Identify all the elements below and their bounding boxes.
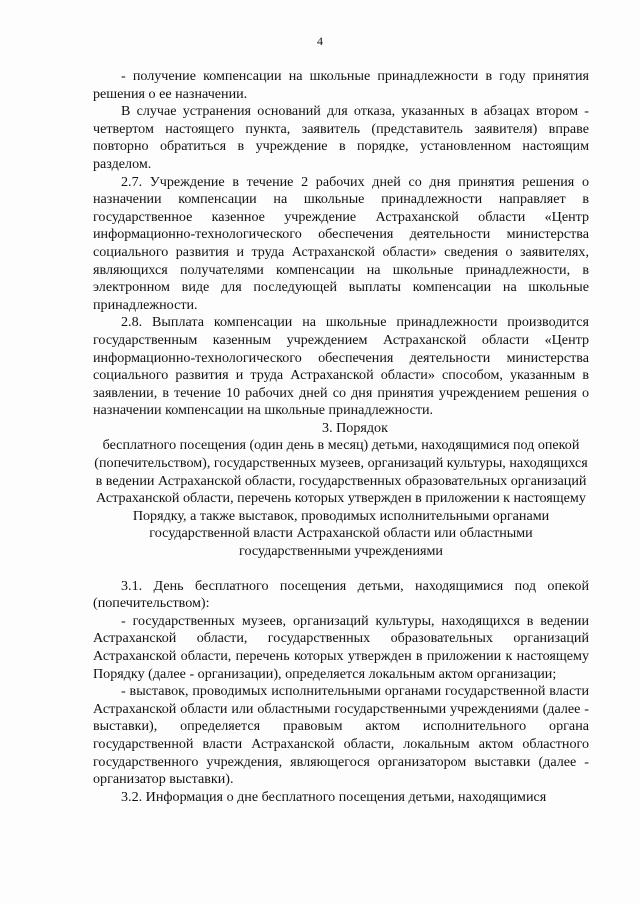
spacer — [93, 561, 589, 578]
paragraph: 2.8. Выплата компенсации на школьные принадлежности производится государственным казенным учреждением Астраханской области «Центр информационно-технологического обеспечения деятельности министерства социального развития и труда Астраханской области» способом, указанным в заявлении, в течение 10 рабочих дней со дня принятия учреждением решения о назначении компенсации на школьные принадлежности. — [93, 314, 589, 419]
section-subtitle: бесплатного посещения (один день в месяц) детьми, находящимися под опекой (попечительством), государственных музеев, организаций культуры, находящихся в ведении Астраханской области, государственных образовательных организаций Астраханской области, перечень которых утвержден в приложении к настоящему Порядку, а также выставок, проводимых исполнительными органами государственной власти Астраханской области или областными государственными учреждениями — [94, 437, 588, 560]
paragraph: - государственных музеев, организаций культуры, находящихся в ведении Астраханской области, государственных образовательных организаций Астраханской области, перечень которых утвержден в приложении к настоящему Порядку (далее - организации), определяется локальным актом организации; — [93, 612, 589, 682]
paragraph: В случае устранения оснований для отказа, указанных в абзацах втором - четвертом настоящего пункта, заявитель (представитель заявителя) вправе повторно обратиться в учреждение в порядке, установленном настоящим разделом. — [93, 103, 589, 172]
document-body — [93, 68, 589, 806]
paragraph: - получение компенсации на школьные принадлежности в году принятия решения о ее назначении. — [93, 68, 589, 102]
section-title: 3. Порядок — [322, 419, 388, 436]
paragraph: 2.7. Учреждение в течение 2 рабочих дней со дня принятия решения о назначении компенсации на школьные принадлежности направляет в государственное казенное учреждение Астраханской области «Центр информационно-технологического обеспечения деятельности министерства социального развития и труда Астраханской области» сведения о заявителях, являющихся получателями компенсации на школьные принадлежности, в электронном виде для последующей выплаты компенсации на школьные принадлежности. — [93, 173, 589, 313]
paragraph: 3.1. День бесплатного посещения детьми, находящимися под опекой (попечительством): — [93, 577, 589, 612]
page-number: 4 — [317, 34, 323, 48]
paragraph: - выставок, проводимых исполнительными органами государственной власти Астраханской области или областными государственными учреждениями (далее - выставки), определяется правовым актом исполнительного органа государственной власти Астраханской области, локальным актом областного государственного учреждения, являющегося организатором выставки (далее - организатор выставки). — [93, 683, 589, 788]
paragraph: 3.2. Информация о дне бесплатного посещения детьми, находящимися — [121, 788, 547, 805]
